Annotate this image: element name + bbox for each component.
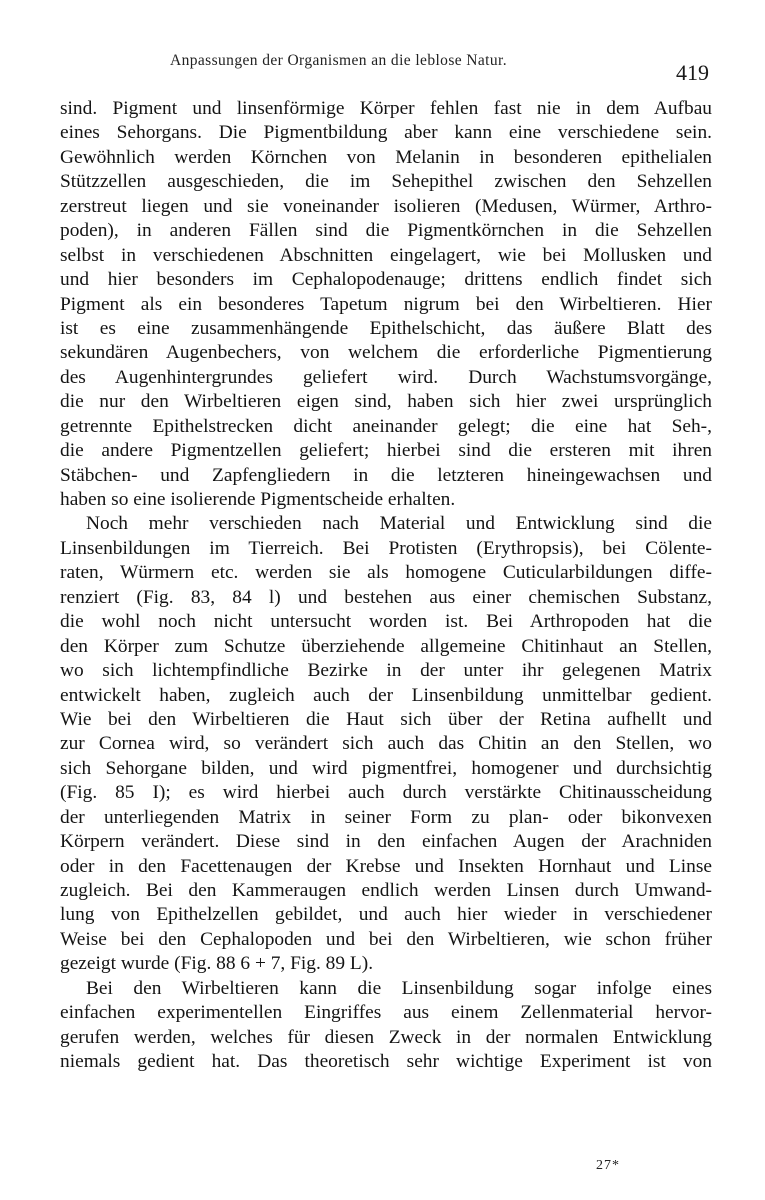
- text-line: oder in den Facettenaugen der Krebse und Insekten Hornhaut und Linse: [60, 855, 712, 877]
- text-line: zerstreut liegen und sie voneinander isolieren (Medusen, Würmer, Arthro-: [60, 195, 712, 217]
- text-line: eines Sehorgans. Die Pigmentbildung aber kann eine verschiedene sein.: [60, 122, 712, 144]
- text-line: lung von Epithelzellen gebildet, und auch hier wieder in verschiedener: [60, 904, 712, 926]
- text-line: Gewöhnlich werden Körnchen von Melanin in besonderen epithelialen: [60, 146, 712, 168]
- running-head: Anpassungen der Organismen an die leblose Natur.: [170, 52, 508, 69]
- text-line: wo sich lichtempfindliche Bezirke in der unter ihr gelegenen Matrix: [60, 660, 712, 682]
- text-line: haben so eine isolierende Pigmentscheide erhalten.: [60, 489, 456, 510]
- text-line: sich Sehorgane bilden, und wird pigmentfrei, homogener und durchsichtig: [60, 757, 712, 779]
- text-line: des Augenhintergrundes geliefert wird. Durch Wachstumsvorgänge,: [60, 366, 712, 388]
- text-line: (Fig. 85 I); es wird hierbei auch durch verstärkte Chitinausscheidung: [60, 782, 712, 804]
- text-line: sind. Pigment und linsenförmige Körper fehlen fast nie in dem Aufbau: [60, 98, 712, 119]
- text-line: poden), in anderen Fällen sind die Pigmentkörnchen in die Sehzellen: [60, 220, 712, 242]
- text-line: Pigment als ein besonderes Tapetum nigrum bei den Wirbeltieren. Hier: [60, 293, 712, 315]
- text-line: zugleich. Bei den Kammeraugen endlich werden Linsen durch Umwand-: [60, 880, 712, 901]
- text-line: den Körper zum Schutze überziehende allgemeine Chitinhaut an Stellen,: [60, 635, 712, 657]
- text-line: Linsenbildungen im Tierreich. Bei Protisten (Erythropsis), bei Cölente-: [60, 537, 712, 559]
- text-line: Körpern verändert. Diese sind in den einfachen Augen der Arachniden: [60, 831, 712, 853]
- text-line: raten, Würmern etc. werden sie als homogene Cuticularbildungen diffe-: [60, 562, 712, 584]
- text-line: Bei den Wirbeltieren kann die Linsenbildung sogar infolge eines: [86, 977, 712, 999]
- text-line: die nur den Wirbeltieren eigen sind, haben sich hier zwei ursprünglich: [60, 391, 712, 413]
- text-line: gezeigt wurde (Fig. 88 6 + 7, Fig. 89 L).: [60, 953, 374, 975]
- text-line: Stützzellen ausgeschieden, die im Sehepithel zwischen den Sehzellen: [60, 171, 712, 193]
- text-line: gerufen werden, welches für diesen Zweck in der normalen Entwicklung: [60, 1026, 712, 1048]
- text-line: renziert (Fig. 83, 84 l) und bestehen aus einer chemischen Substanz,: [60, 586, 712, 608]
- text-line: ist es eine zusammenhängende Epithelschicht, das äußere Blatt des: [60, 317, 712, 339]
- text-line: einfachen experimentellen Eingriffes aus einem Zellenmaterial hervor-: [60, 1002, 712, 1024]
- body-text: [60, 97, 712, 1075]
- text-line: Noch mehr verschieden nach Material und Entwicklung sind die: [86, 513, 712, 535]
- signature-mark: 27*: [596, 1158, 620, 1173]
- text-line: die andere Pigmentzellen geliefert; hierbei sind die ersteren mit ihren: [60, 440, 712, 462]
- text-line: und hier besonders im Cephalopodenauge; drittens endlich findet sich: [60, 269, 712, 291]
- text-line: getrennte Epithelstrecken dicht aneinander gelegt; die eine hat Seh-,: [60, 415, 712, 437]
- text-line: Weise bei den Cephalopoden und bei den Wirbeltieren, wie schon früher: [60, 928, 712, 950]
- text-line: niemals gedient hat. Das theoretisch sehr wichtige Experiment ist von: [60, 1051, 712, 1073]
- page-number: 419: [676, 60, 709, 85]
- text-line: Wie bei den Wirbeltieren die Haut sich über der Retina aufhellt und: [60, 708, 712, 730]
- text-line: die wohl noch nicht untersucht worden ist. Bei Arthropoden hat die: [60, 611, 712, 633]
- text-line: selbst in verschiedenen Abschnitten eingelagert, wie bei Mollusken und: [60, 244, 712, 266]
- text-line: Stäbchen- und Zapfengliedern in die letzteren hineingewachsen und: [60, 464, 712, 486]
- text-line: entwickelt haben, zugleich auch der Linsenbildung unmittelbar gedient.: [60, 684, 712, 706]
- text-line: der unterliegenden Matrix in seiner Form zu plan- oder bikonvexen: [60, 806, 712, 828]
- text-line: zur Cornea wird, so verändert sich auch das Chitin an den Stellen, wo: [60, 733, 712, 755]
- text-line: sekundären Augenbechers, von welchem die erforderliche Pigmentierung: [60, 342, 712, 364]
